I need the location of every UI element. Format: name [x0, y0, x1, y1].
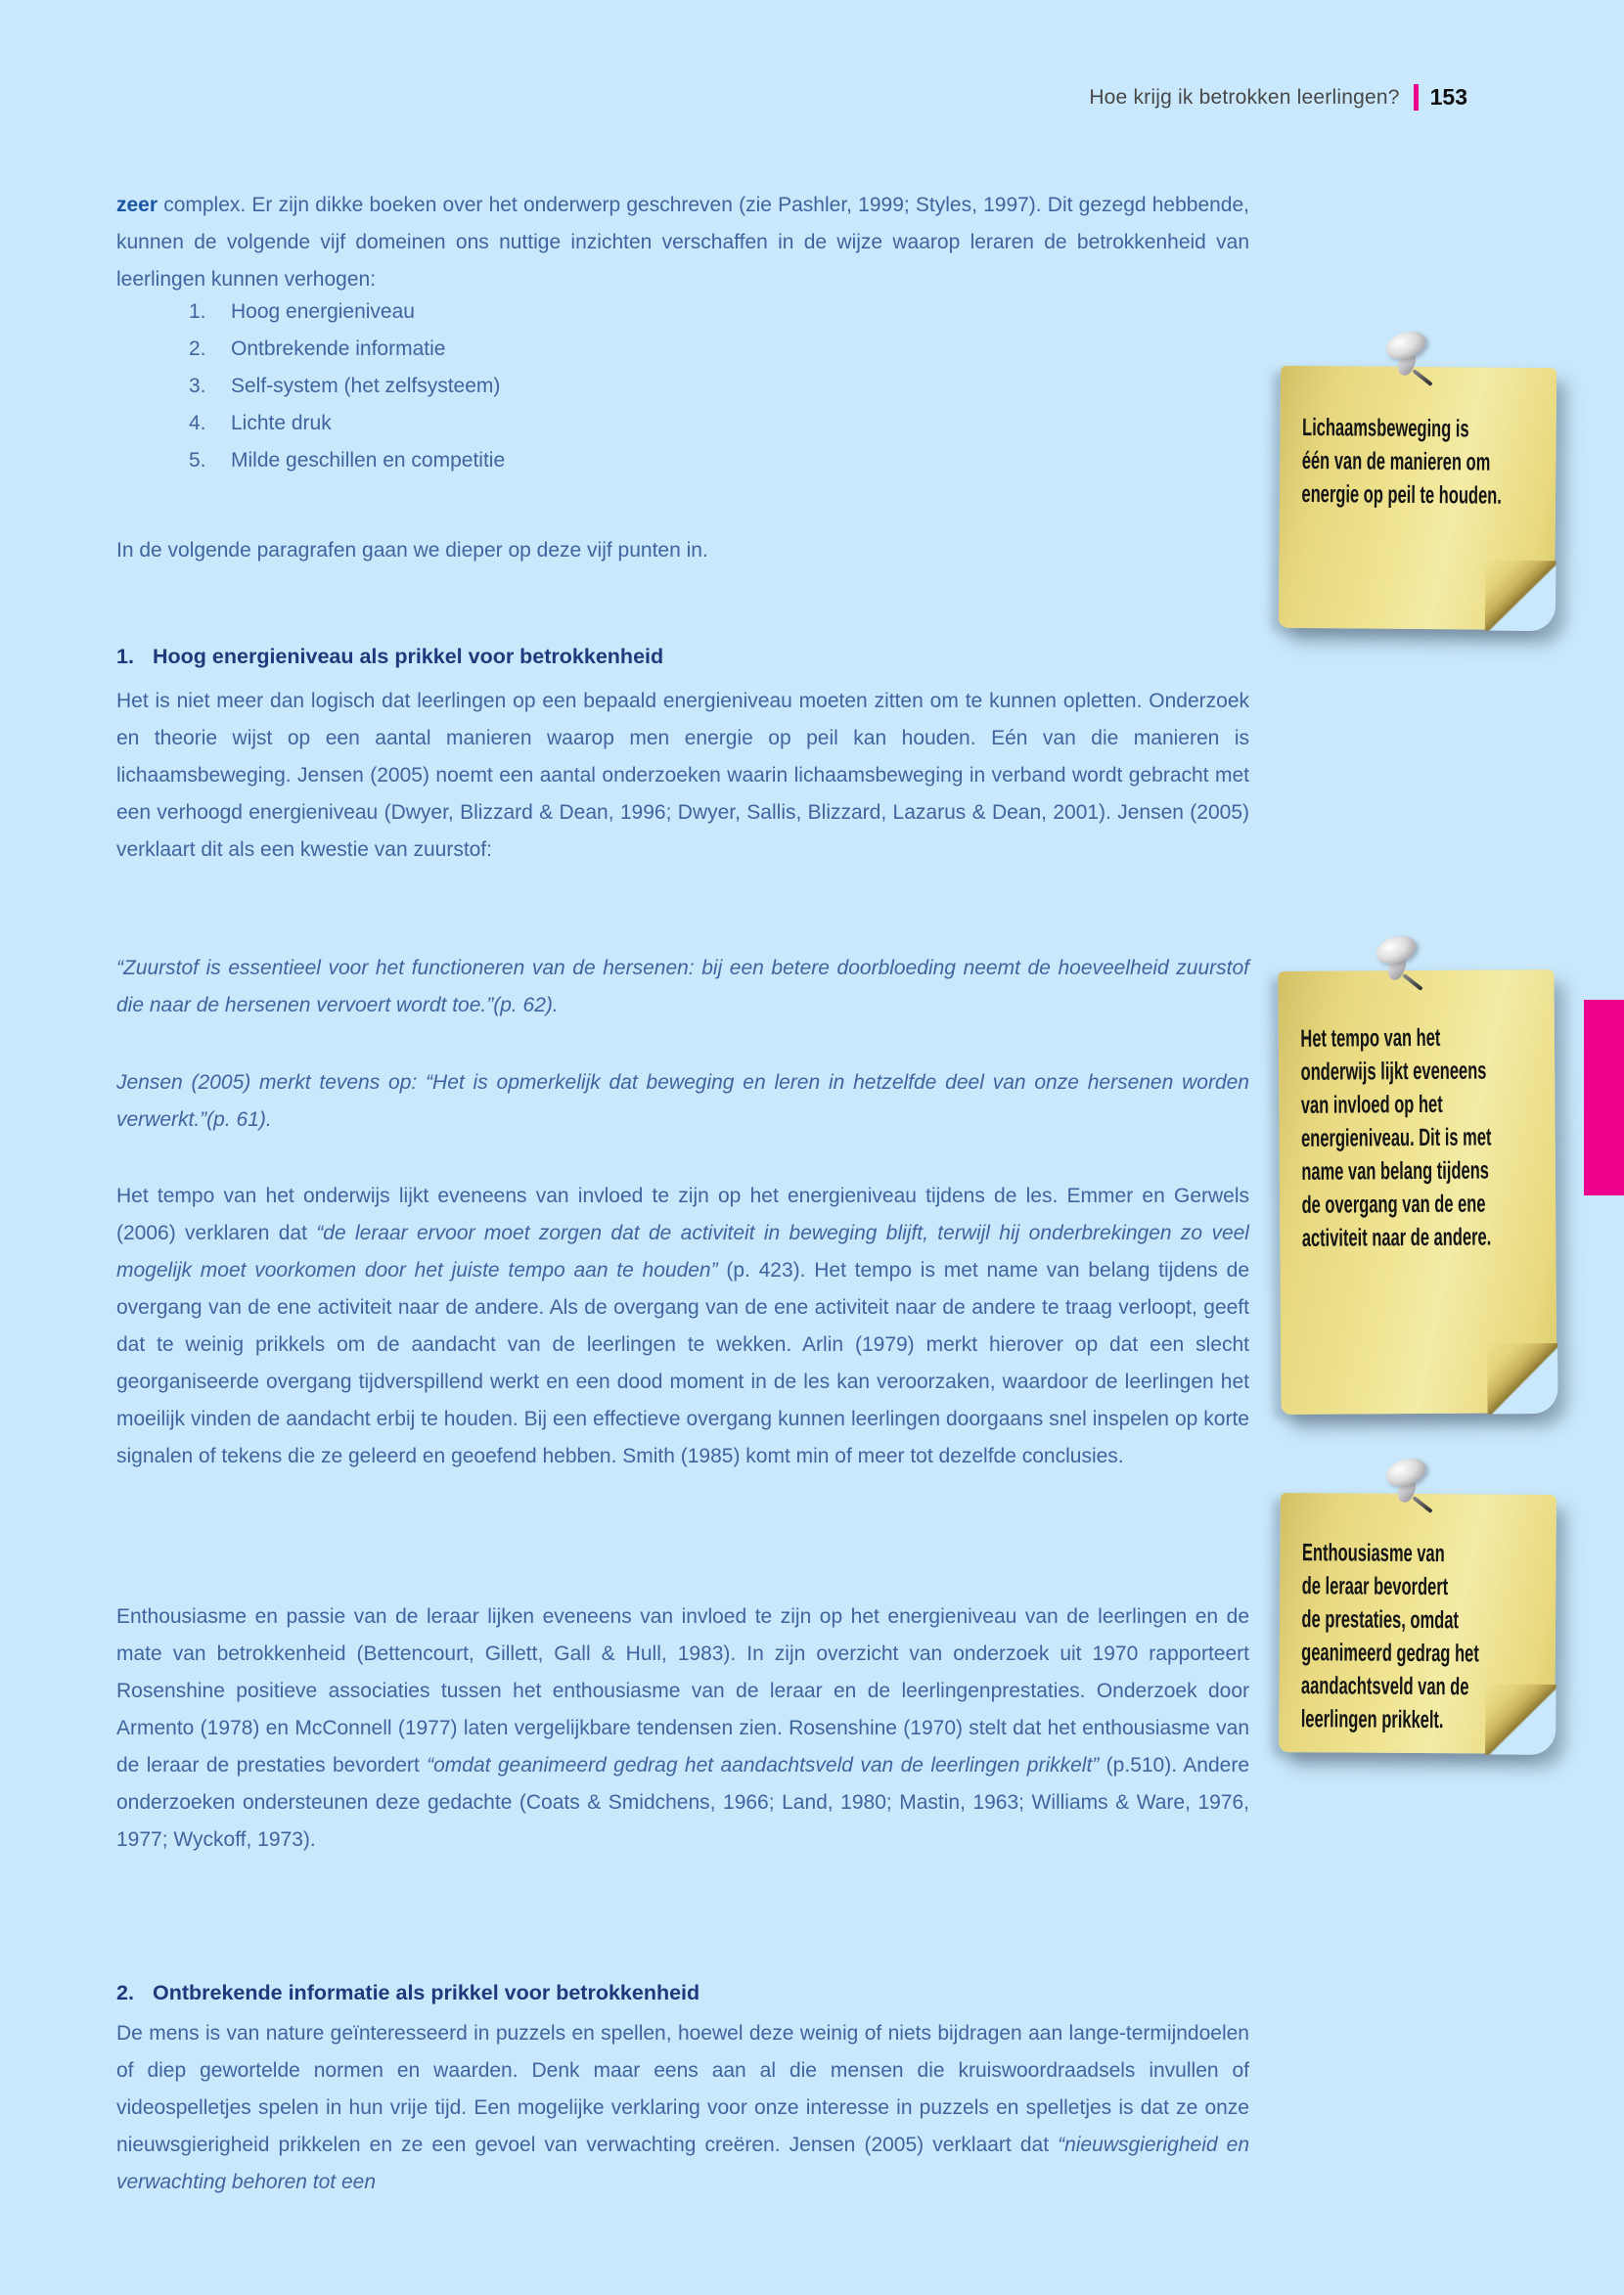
sticky-note-2-text: Het tempo van het onderwijs lijkt eveneens van invloed op het energieniveau. Dit is met name van belang tijdens de overgang van de ene activiteit naar de andere. [1300, 1023, 1492, 1252]
list-item-number: 3. [189, 375, 206, 397]
sticky-note-3 [1279, 1493, 1556, 1754]
sticky-note-3-text: Enthousiasme van de leraar bevordert de prestaties, omdat geanimeerd gedrag het aandachtsveld van de leerlingen prikkelt. [1300, 1539, 1479, 1734]
section-2-paragraph-1: De mens is van nature geïnteresseerd in puzzels en spellen, hoewel deze weinig of niets bijdragen aan lange-termijndoelen of diep gewortelde normen en waarden. Denk maar eens aan al die mensen die kruiswoordraadsels invullen of videospelletjes spelen in hun vrije tijd. Een mogelijke verklaring voor onze interesse in puzzels en spelletjes is dat ze onze nieuwsgierigheid prikkelen en ze een gevoel van verwachting creëren. Jensen (2005) verklaart dat “nieuwsgierigheid en verwachting behoren tot een [116, 2022, 1249, 2193]
list-item [116, 368, 1249, 405]
pushpin-icon [1377, 333, 1440, 403]
section-2-heading [116, 1978, 1249, 2007]
intro-paragraph [116, 187, 1249, 298]
section-number: 1. [116, 645, 134, 668]
section-1-heading [116, 642, 1249, 671]
list-item-number: 5. [189, 449, 206, 472]
page-number: 153 [1429, 84, 1467, 110]
list-item-number: 2. [189, 338, 206, 360]
list-item-label: Self-system (het zelfsysteem) [231, 375, 501, 397]
pushpin-head [1382, 1454, 1429, 1491]
list-item-label: Hoog energieniveau [231, 300, 415, 323]
section-number: 2. [116, 1981, 134, 2004]
list-item [116, 293, 1249, 331]
section-title: Hoog energieniveau als prikkel voor betrokkenheid [153, 645, 664, 668]
list-item [116, 442, 1249, 479]
section-title: Ontbrekende informatie als prikkel voor betrokkenheid [153, 1981, 700, 2004]
sticky-note-1 [1279, 366, 1556, 630]
running-head-title: Hoe krijg ik betrokken leerlingen? [1089, 85, 1400, 109]
pushpin-needle [1402, 973, 1422, 991]
five-domains-list [116, 293, 1249, 479]
lead-word: zeer [116, 194, 158, 216]
section-1-paragraph-1: Het is niet meer dan logisch dat leerlingen op een bepaald energieniveau moeten zitten om te kunnen opletten. Onderzoek en theorie wijst op een aantal manieren waarop men energie op peil kan houden. Eén van die manieren is lichaamsbeweging. Jensen (2005) noemt een aantal onderzoeken waarin lichaamsbeweging in verband wordt gebracht met een verhoogd energieniveau (Dwyer, Blizzard & Dean, 1996; Dwyer, Sallis, Blizzard, Lazarus & Dean, 2001). Jensen (2005) verklaart dit als een kwestie van zuurstof: [116, 690, 1249, 861]
list-item [116, 331, 1249, 368]
sticky-note-2 [1278, 969, 1556, 1415]
section-1-paragraph-3: Enthousiasme en passie van de leraar lijken eveneens van invloed te zijn op het energieniveau van de leerlingen en de mate van betrokkenheid (Bettencourt, Gillett, Gall & Hull, 1983). In zijn overzicht van onderzoek uit 1970 rapporteert Rosenshine positieve associaties tussen het enthousiasme van de leraar en de leerlingenprestaties. Onderzoek door Armento (1978) en McConnell (1977) laten vergelijkbare tendensen zien. Rosenshine (1970) stelt dat het enthousiasme van de leraar de prestaties bevordert “omdat geanimeerd gedrag het aandachtsveld van de leerlingen prikkelt” (p.510). Andere onderzoeken ondersteunen deze gedachte (Coats & Smidchens, 1966; Land, 1980; Mastin, 1963; Williams & Ware, 1976, 1977; Wyckoff, 1973). [116, 1605, 1250, 1851]
pushpin-needle [1412, 1496, 1432, 1513]
list-item-number: 4. [189, 412, 206, 434]
list-item-number: 1. [189, 300, 206, 323]
intro-paragraph-text: complex. Er zijn dikke boeken over het onderwerp geschreven (zie Pashler, 1999; Styles, 1997). Dit gezegd hebbende, kunnen de volgende vijf domeinen ons nuttige inzichten verschaffen in de wijze waarop leraren de betrokkenheid van leerlingen kunnen verhogen: [116, 194, 1249, 291]
pushpin-icon [1377, 1460, 1440, 1530]
pushpin-head [1373, 931, 1420, 968]
list-item [116, 405, 1249, 442]
list-item-label: Lichte druk [231, 412, 332, 434]
pushpin-head [1382, 327, 1429, 364]
page-header [0, 84, 1467, 111]
lead-out-sentence: In de volgende paragrafen gaan we dieper op deze vijf punten in. [116, 539, 708, 562]
pink-bookmark-tab [1584, 1000, 1624, 1195]
blockquote-oxygen: “Zuurstof is essentieel voor het functioneren van de hersenen: bij een betere doorbloeding neemt de hoeveelheid zuurstof die naar de hersenen vervoert wordt toe.”(p. 62). [116, 957, 1249, 1016]
section-1-paragraph-2: Het tempo van het onderwijs lijkt eveneens van invloed te zijn op het energieniveau tijdens de les. Emmer en Gerwels (2006) verklaren dat “de leraar ervoor moet zorgen dat de activiteit in beweging blijft, terwijl hij onderbrekingen zo veel mogelijk moet voorkomen door het juiste tempo aan te houden” (p. 423). Het tempo is met name van belang tijdens de overgang van de ene activiteit naar de andere. Als de overgang van de ene activiteit naar de andere te traag verloopt, geeft dat te weinig prikkels om de aandacht van de leerlingen te wekken. Arlin (1979) merkt hierover op dat een slecht georganiseerde overgang tijdverspillend werkt en een dood moment in de les kan veroorzaken, waardoor de leerlingen het moeilijk vinden de aandacht erbij te houden. Bij een effectieve overgang kunnen leerlingen doorgaans snel inspelen op korte signalen of tekens die ze geleerd en geoefend hebben. Smith (1985) komt min of meer tot dezelfde conclusies. [116, 1185, 1249, 1467]
sticky-note-1-text: Lichaamsbeweging is één van de manieren om energie op peil te houden. [1301, 413, 1503, 510]
list-item-label: Ontbrekende informatie [231, 338, 446, 360]
header-divider-bar [1414, 84, 1419, 111]
pushpin-needle [1412, 369, 1432, 386]
pushpin-icon [1368, 937, 1430, 1008]
blockquote-movement: Jensen (2005) merkt tevens op: “Het is opmerkelijk dat beweging en leren in hetzelfde deel van onze hersenen worden verwerkt.”(p. 61). [116, 1071, 1249, 1131]
list-item-label: Milde geschillen en competitie [231, 449, 506, 472]
